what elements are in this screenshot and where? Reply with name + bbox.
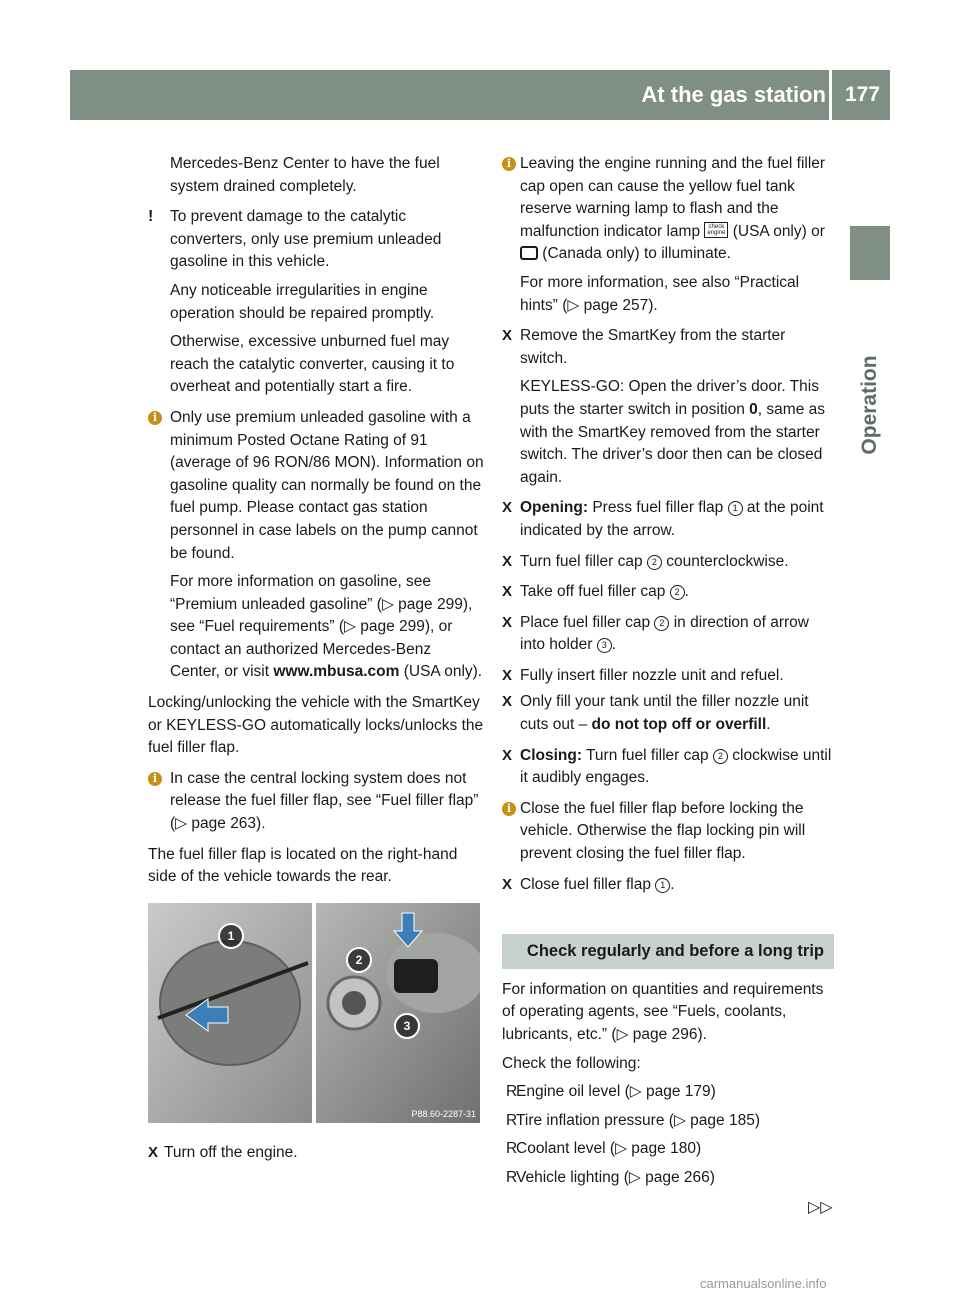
website-link[interactable]: www.mbusa.com [273, 663, 400, 681]
step-x-icon: X [502, 499, 513, 517]
paragraph: Check the following: [502, 1054, 641, 1072]
instruction-step: X Close fuel filler flap 1 . [502, 874, 834, 897]
left-column-bottom [148, 1142, 484, 1165]
instruction-step: X Turn off the engine. [148, 1142, 484, 1165]
page-title: At the gas station [641, 82, 826, 107]
page-ref-icon: ▷ [175, 815, 188, 833]
paragraph: For information on quantities and requirements of operating agents, see “Fuels, coolants, lubricants, etc.” (▷ page 296). [502, 980, 824, 1043]
step-x-icon: X [502, 613, 513, 631]
page-header [70, 70, 890, 120]
right-column [502, 153, 834, 1190]
warning-note: ! To prevent damage to the catalytic converters, only use premium unleaded gasoline in this vehicle. Any noticeable irregularities in engine operation should be repaired promptly. Otherwise, excessive unburned fuel may reach the catalytic converter, causing it to overheat and potentially start a fire. [148, 208, 455, 396]
page-ref-icon: ▷ [381, 595, 394, 613]
step-x-icon: X [502, 552, 513, 570]
callout-2: 2 [346, 947, 372, 973]
step-x-icon: X [502, 666, 513, 684]
section-heading: Check regularly and before a long trip [502, 934, 834, 969]
step-x-icon: X [502, 693, 513, 711]
callout-1: 1 [218, 923, 244, 949]
instruction-step: X Take off fuel filler cap 2 . [502, 581, 834, 604]
page-ref-icon: ▷ [616, 1026, 629, 1043]
paragraph: The fuel filler flap is located on the right-hand side of the vehicle towards the rear. [148, 845, 458, 886]
paragraph: Locking/unlocking the vehicle with the SmartKey or KEYLESS-GO automatically locks/unlocks the fuel filler flap. [148, 694, 484, 757]
info-icon: i [502, 802, 516, 816]
step-x-icon: X [502, 746, 513, 764]
callout-3: 3 [394, 1013, 420, 1039]
side-tab-label: Operation [858, 355, 881, 455]
continue-arrow-icon: ▷▷ [808, 1199, 833, 1216]
instruction-step: X Place fuel filler cap 2 in direction of arrow into holder 3 . [502, 613, 809, 654]
info-note: i In case the central locking system does not release the fuel filler flap, see “Fuel filler flap” (▷ page 263). [148, 768, 484, 836]
fuel-flap-photo [148, 903, 312, 1123]
instruction-step: X Only fill your tank until the filler nozzle unit cuts out – do not top off or overfill. [502, 693, 809, 734]
left-column [148, 153, 484, 889]
check-engine-icon: check engine [704, 222, 728, 238]
photo-reference: P88.60-2287-31 [411, 1109, 476, 1119]
info-icon: i [148, 411, 162, 425]
engine-icon [520, 246, 538, 260]
info-note: i Only use premium unleaded gasoline with a minimum Posted Octane Rating of 91 (average of 96 RON/86 MON). Information on gasoline quality can normally be found on the fuel pump. Please contact gas station personnel in case labels on the pump cannot be found. For more information on gasoline, see “Premium unleaded gasoline” (▷ page 299), see “Fuel requirements” (▷ page 299), or contact an authorized Mercedes-Benz Center, or visit www.mbusa.com (USA only). [148, 407, 484, 684]
step-x-icon: X [502, 875, 513, 893]
list-item: R Tire inflation pressure (▷ page 185) [506, 1111, 760, 1129]
warning-icon: ! [148, 208, 154, 226]
watermark-footer: carmanualsonline.info [700, 1276, 827, 1291]
instruction-step: X Fully insert filler nozzle unit and refuel. [502, 665, 834, 688]
info-icon: i [148, 772, 162, 786]
fuel-cap-photo [316, 903, 480, 1123]
instruction-step: X Closing: Turn fuel filler cap 2 clockwise until it audibly engages. [502, 746, 832, 787]
step-x-icon: X [148, 1144, 159, 1161]
info-note: i Leaving the engine running and the fuel filler cap open can cause the yellow fuel tank reserve warning lamp to flash and the malfunction indicator lamp check engine (USA only) or (Canada only) to illuminate. For more information, see also “Practical hints” (▷ page 257). [502, 153, 834, 317]
info-note: i Close the fuel filler flap before locking the vehicle. Otherwise the flap locking pin will prevent closing the fuel filler flap. [502, 798, 834, 866]
step-x-icon: X [502, 327, 513, 345]
header-divider [829, 70, 832, 120]
step-x-icon: X [502, 583, 513, 601]
info-icon: i [502, 157, 516, 171]
instruction-step: X Turn fuel filler cap 2 counterclockwise. [502, 551, 834, 574]
page-number: 177 [844, 83, 880, 106]
page-ref-icon: ▷ [344, 618, 356, 636]
list-item: R Engine oil level (▷ page 179) [506, 1083, 716, 1101]
side-tab-marker [850, 226, 890, 280]
page-ref-icon: ▷ [567, 296, 580, 314]
list-item: R Vehicle lighting (▷ page 266) [506, 1168, 715, 1186]
instruction-step: X Remove the SmartKey from the starter switch. KEYLESS-GO: Open the driver’s door. This puts the starter switch in position 0, same as with the SmartKey removed from the starter switch. The driver’s door then can be closed again. [502, 327, 825, 486]
paragraph: Mercedes-Benz Center to have the fuel system drained completely. [170, 155, 440, 195]
instruction-step: X Opening: Press fuel filler flap 1 at the point indicated by the arrow. [502, 499, 824, 539]
list-item: R Coolant level (▷ page 180) [506, 1140, 702, 1158]
